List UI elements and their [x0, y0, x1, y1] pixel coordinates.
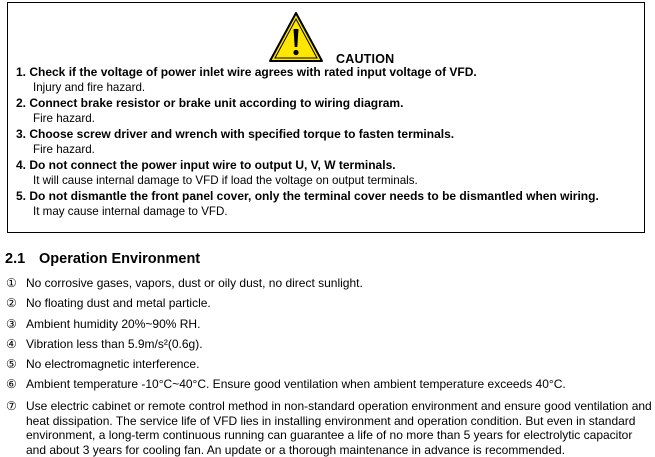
env-item-1 — [6, 276, 363, 291]
env-item-5 — [6, 357, 199, 372]
caution-item-head: 1. Check if the voltage of power inlet wire agrees with rated input voltage of VFD. — [16, 65, 477, 79]
list-marker: ② — [6, 296, 17, 310]
list-marker: ① — [6, 276, 17, 290]
caution-title: CAUTION — [336, 52, 395, 66]
section-number: 2.1 — [5, 251, 26, 267]
caution-item-2 — [16, 96, 403, 126]
caution-item-4 — [16, 158, 418, 188]
caution-item-sub: It may cause internal damage to VFD. — [33, 205, 228, 218]
caution-item-sub: Injury and fire hazard. — [33, 81, 146, 94]
env-item-text: Vibration less than 5.9m/s²(0.6g). — [26, 337, 203, 351]
section-title: Operation Environment — [39, 251, 201, 267]
env-item-text: No floating dust and metal particle. — [26, 296, 211, 310]
caution-item-sub: It will cause internal damage to VFD if load the voltage on output terminals. — [33, 174, 418, 187]
env-item-text: No electromagnetic interference. — [26, 357, 200, 371]
env-item-text: No corrosive gases, vapors, dust or oily dust, no direct sunlight. — [26, 276, 363, 290]
env-item-7 — [6, 399, 654, 457]
warning-triangle-icon — [268, 11, 324, 63]
list-marker: ④ — [6, 337, 17, 351]
section-heading — [5, 251, 200, 267]
caution-item-5 — [16, 189, 599, 219]
caution-item-sub: Fire hazard. — [33, 112, 95, 125]
list-marker: ⑥ — [6, 377, 17, 391]
env-item-6 — [6, 377, 566, 392]
env-item-3 — [6, 317, 200, 332]
env-item-text: Use electric cabinet or remote control method in non-standard operation environment and ensure good ventilation and heat dissipation. The service life of VFD lies in installing environment and operation condition. But even in standard environment, a long-term continuous running can guarantee a life of no more than 5 years for electrolytic capacitor and about 3 years for cooling fan. An update or a thorough maintenance in advance is recommended. — [26, 399, 652, 457]
env-item-text: Ambient temperature -10°C~40°C. Ensure good ventilation when ambient temperature exceeds 40°C. — [26, 377, 566, 391]
caution-item-head: 3. Choose screw driver and wrench with specified torque to fasten terminals. — [16, 127, 455, 141]
list-marker: ⑦ — [6, 399, 17, 413]
caution-item-3 — [16, 127, 454, 157]
env-item-2 — [6, 296, 211, 311]
caution-box — [7, 2, 645, 233]
env-item-text: Ambient humidity 20%~90% RH. — [26, 317, 201, 331]
caution-item-head: 5. Do not dismantle the front panel cover, only the terminal cover needs to be dismantled when wiring. — [16, 189, 599, 203]
caution-item-head: 4. Do not connect the power input wire to output U, V, W terminals. — [16, 158, 396, 172]
caution-item-head: 2. Connect brake resistor or brake unit according to wiring diagram. — [16, 96, 404, 110]
list-marker: ③ — [6, 317, 17, 331]
list-marker: ⑤ — [6, 357, 17, 371]
caution-item-1 — [16, 65, 477, 95]
caution-item-sub: Fire hazard. — [33, 143, 95, 156]
env-item-4 — [6, 337, 203, 352]
